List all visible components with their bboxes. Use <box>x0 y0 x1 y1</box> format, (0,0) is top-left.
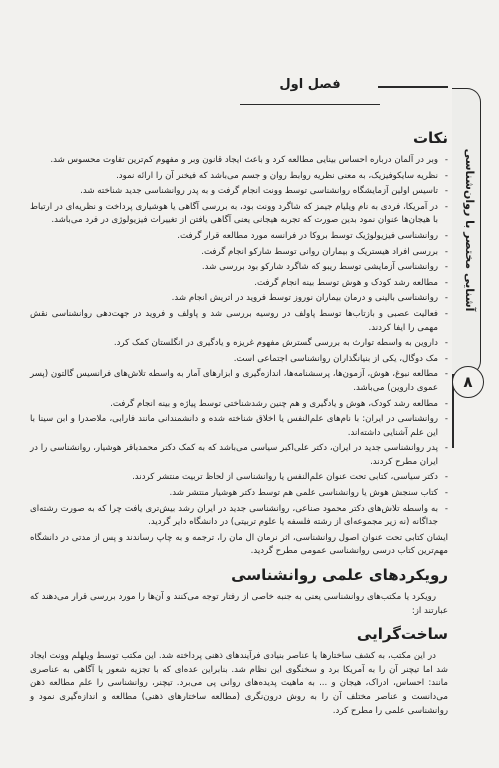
note-item: - روانشناسی در ایران: با نام‌های علم‌النفس یا اخلاق شناخته شده و دانشمندانی مانند فارابی، ملاصدرا و ابن سینا با این علم آشنایی داشته‌اند. <box>30 413 448 440</box>
notes-closing-paragraph: ایشان کتابی تحت عنوان اصول روانشناسی، اثر نرمان ال مان را، ترجمه و به چاپ رساندند و پس از مدتی در دانشگاه مهم‌ترین کتاب درسی روانشناسی عمومی مطرح گردید. <box>30 532 448 557</box>
note-item: - در آمریکا، فردی به نام ویلیام جیمز که شاگرد وونت بود، به بررسی آگاهی یا هوشیاری پرداخت و نظریه‌ای در ارتباط با هیجان‌ها عنوان نمود بدین صورت که تجربه هیجانی یعنی آگاهی یافتن از تغییرات فیزیولوژی در فرد می‌باشد. <box>30 201 448 228</box>
note-item: - تاسیس اولین آزمایشگاه روانشناسی توسط وونت انجام گرفت و به پدر روانشناسی جدید شناخته شد. <box>30 185 448 199</box>
note-item: - مطالعه نبوغ، هوش، آزمون‌ها، پرسشنامه‌ها، اندازه‌گیری و ابزارهای آمار به واسطه تلاش‌های فرانسیس گالتون (پسر عموی داروین) می‌باشد. <box>30 368 448 395</box>
note-item: - روانشناسی بالینی و درمان بیماران نوروز توسط فروید در اتریش انجام شد. <box>30 292 448 306</box>
note-item: - داروین به واسطه توارث به بررسی گسترش مفهوم غریزه و یادگیری در انگلستان کمک کرد. <box>30 337 448 351</box>
note-item: - بررسی افراد هیستریک و بیماران روانی توسط شارکو انجام گرفت. <box>30 246 448 260</box>
chapter-header <box>240 70 380 105</box>
notes-list <box>30 154 448 530</box>
note-item: - پدر روانشناسی جدید در ایران، دکتر علی‌اکبر سیاسی می‌باشد که به کمک دکتر محمدباقر هوشیار، روانشناسی را در ایران مطرح کردند. <box>30 442 448 469</box>
structuralism-paragraph: در این مکتب، به کشف ساختارها یا عناصر بنیادی فرآیندهای ذهنی پرداخته شد. این مکتب توسط ویلهلم وونت ایجاد شد اما تیچنر آن را به آمریکا برد و سخنگوی این نظام شد. بنابراین عده‌ای که با تجزیه شعور یا آگاهی به عناصری مانند: احساس، ادراک، هیجان و ... به ماهیت پدیده‌های روانی پی می‌برد. تیچنر، روانشناسی را علم مطالعه ذهن می‌دانست و عناصر مختلف آن را به روش درون‌نگری (مطالعه ساختارهای ذهنی) مطالعه و اندازه‌گیری نمود و روانشناسی علمی را مطرح کرد. <box>30 651 448 716</box>
header-rule <box>378 86 448 88</box>
note-item: - مک دوگال، یکی از بنیانگذاران روانشناسی اجتماعی است. <box>30 353 448 367</box>
note-item: - نظریه سایکوفیزیک، به معنی نظریه روابط روان و جسم می‌باشد که فیخنر آن را ارائه نمود. <box>30 170 448 184</box>
note-item: - کتاب سنجش هوش یا روانشناسی علمی هم توسط دکتر هوشیار منتشر شد. <box>30 487 448 501</box>
note-item: - فعالیت عصبی و بازتاب‌ها توسط پاولف در روسیه بررسی شد و پاولف و فروید در جهت‌دهی روانشناسی نقش مهمی را ایفا کردند. <box>30 308 448 335</box>
note-item: - به واسطه تلاش‌های دکتر محمود صناعی، روانشناسی جدید در ایران رشد بیش‌تری یافت چرا که به صورت رشته‌ای جداگانه (نه زیر مجموعه‌ای از رشته فلسفه یا علوم تربیتی) در دانشگاه دایر گردید. <box>30 503 448 530</box>
page-number: ۸ <box>452 366 484 398</box>
note-item: - مطالعه رشد کودک، هوش و یادگیری و هم چنین رشدشناختی توسط پیاژه و بینه انجام گرفت. <box>30 398 448 412</box>
approaches-paragraph: رویکرد یا مکتب‌های روانشناسی یعنی به جنبه خاصی از رفتار توجه می‌کنند و آن‌ها را مورد بررسی قرار می‌دهند که عبارتند از: <box>30 592 448 616</box>
note-item: - روانشناسی آزمایشی توسط ریبو که شاگرد شارکو بود بررسی شد. <box>30 261 448 275</box>
note-item: - وبر در آلمان درباره احساس بینایی مطالعه کرد و باعث ایجاد قانون وبر و مفهوم کم‌ترین تفاوت محسوس شد. <box>30 154 448 168</box>
page-content <box>30 128 448 722</box>
structuralism-heading: ساخت‌گرایی <box>356 625 448 644</box>
note-item: - روانشناسی فیزیولوژیک توسط بروکا در فرانسه مورد مطالعه قرار گرفت. <box>30 230 448 244</box>
side-tab-label: آشنایی مختصر با روان‌شناسی <box>463 148 476 312</box>
approaches-heading: رویکردهای علمی روانشناسی <box>231 566 448 585</box>
note-item: - مطالعه رشد کودک و هوش توسط بینه انجام گرفت. <box>30 277 448 291</box>
chapter-title: فصل اول <box>279 77 341 92</box>
note-item: - دکتر سیاسی، کتابی تحت عنوان علم‌النفس یا روانشناسی از لحاظ تربیت منتشر کردند. <box>30 471 448 485</box>
notes-heading: نکات <box>412 129 448 147</box>
